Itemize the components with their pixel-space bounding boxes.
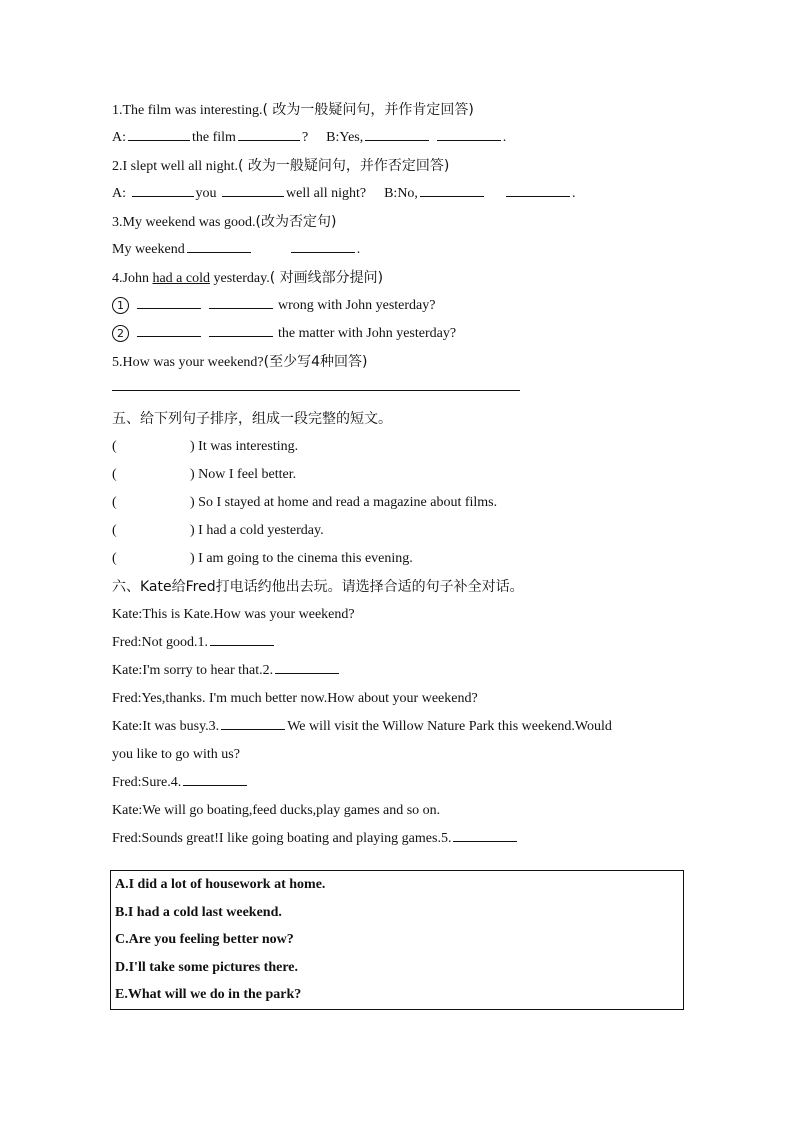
dialogue-line: Kate:We will go boating,feed ducks,play games and so on. — [112, 803, 441, 818]
section-5-title: 五、给下列句子排序，组成一段完整的短文。 — [112, 411, 392, 427]
order-item: ( ) Now I feel better. — [112, 467, 297, 482]
blank[interactable] — [453, 825, 517, 842]
q4-line-1: 1 wrong with John yesterday? — [112, 292, 692, 320]
option-a: A.I did a lot of housework at home. — [115, 877, 326, 892]
blank[interactable] — [209, 292, 273, 309]
q2-answer: A: you well all night? B:No, . — [112, 180, 692, 208]
blank[interactable] — [221, 713, 285, 730]
blank[interactable] — [506, 180, 570, 197]
option-d: D.I'll take some pictures there. — [115, 959, 299, 975]
order-item: ( ) I am going to the cinema this evening. — [112, 551, 413, 566]
answer-line[interactable] — [112, 376, 520, 391]
q3-stem: 3.My weekend was good.(改为否定句) — [112, 214, 337, 230]
order-item: ( ) I had a cold yesterday. — [112, 523, 324, 538]
dialogue-line: Kate:This is Kate.How was your weekend? — [112, 607, 355, 622]
blank[interactable] — [238, 124, 300, 141]
blank[interactable] — [222, 180, 284, 197]
options-box — [110, 870, 684, 1010]
blank[interactable] — [137, 292, 201, 309]
dialogue-line: you like to go with us? — [112, 747, 240, 762]
worksheet — [112, 96, 692, 853]
q4-line-2: 2 the matter with John yesterday? — [112, 320, 692, 348]
q1-stem: 1.The film was interesting.( 改为一般疑问句，并作肯定回答) — [112, 102, 474, 118]
dialogue-line: Fred:Not good.1. — [112, 629, 692, 657]
option-c: C.Are you feeling better now? — [115, 932, 294, 947]
blank[interactable] — [420, 180, 484, 197]
circled-number: 1 — [112, 297, 129, 314]
blank[interactable] — [437, 124, 501, 141]
blank[interactable] — [209, 320, 273, 337]
dialogue-line: Kate:It was busy.3. We will visit the Willow Nature Park this weekend.Would — [112, 713, 692, 741]
blank[interactable] — [365, 124, 429, 141]
blank[interactable] — [137, 320, 201, 337]
blank[interactable] — [291, 236, 355, 253]
dialogue-line: Fred:Sure.4. — [112, 769, 692, 797]
blank[interactable] — [132, 180, 194, 197]
q2-stem: 2.I slept well all night.( 改为一般疑问句，并作否定回答) — [112, 158, 450, 174]
dialogue-line: Fred:Yes,thanks. I'm much better now.How about your weekend? — [112, 691, 478, 706]
option-e: E.What will we do in the park? — [115, 987, 302, 1002]
blank[interactable] — [210, 629, 274, 646]
section-6-title: 六、Kate给Fred打电话约他出去玩。请选择合适的句子补全对话。 — [112, 579, 524, 595]
blank[interactable] — [187, 236, 251, 253]
q3-answer: My weekend . — [112, 236, 692, 264]
dialogue-line: Kate:I'm sorry to hear that.2. — [112, 657, 692, 685]
option-b: B.I had a cold last weekend. — [115, 904, 282, 920]
blank[interactable] — [128, 124, 190, 141]
blank[interactable] — [275, 657, 339, 674]
blank[interactable] — [183, 769, 247, 786]
dialogue-line: Fred:Sounds great!I like going boating and playing games.5. — [112, 825, 692, 853]
q1-answer: A: the film ? B:Yes, . — [112, 124, 692, 152]
q5-stem: 5.How was your weekend?(至少写4种回答) — [112, 354, 368, 370]
q4-stem: 4.John had a cold yesterday.( 对画线部分提问) — [112, 270, 384, 286]
order-item: ( ) So I stayed at home and read a magazine about films. — [112, 495, 498, 510]
order-item: ( ) It was interesting. — [112, 439, 299, 454]
circled-number: 2 — [112, 325, 129, 342]
